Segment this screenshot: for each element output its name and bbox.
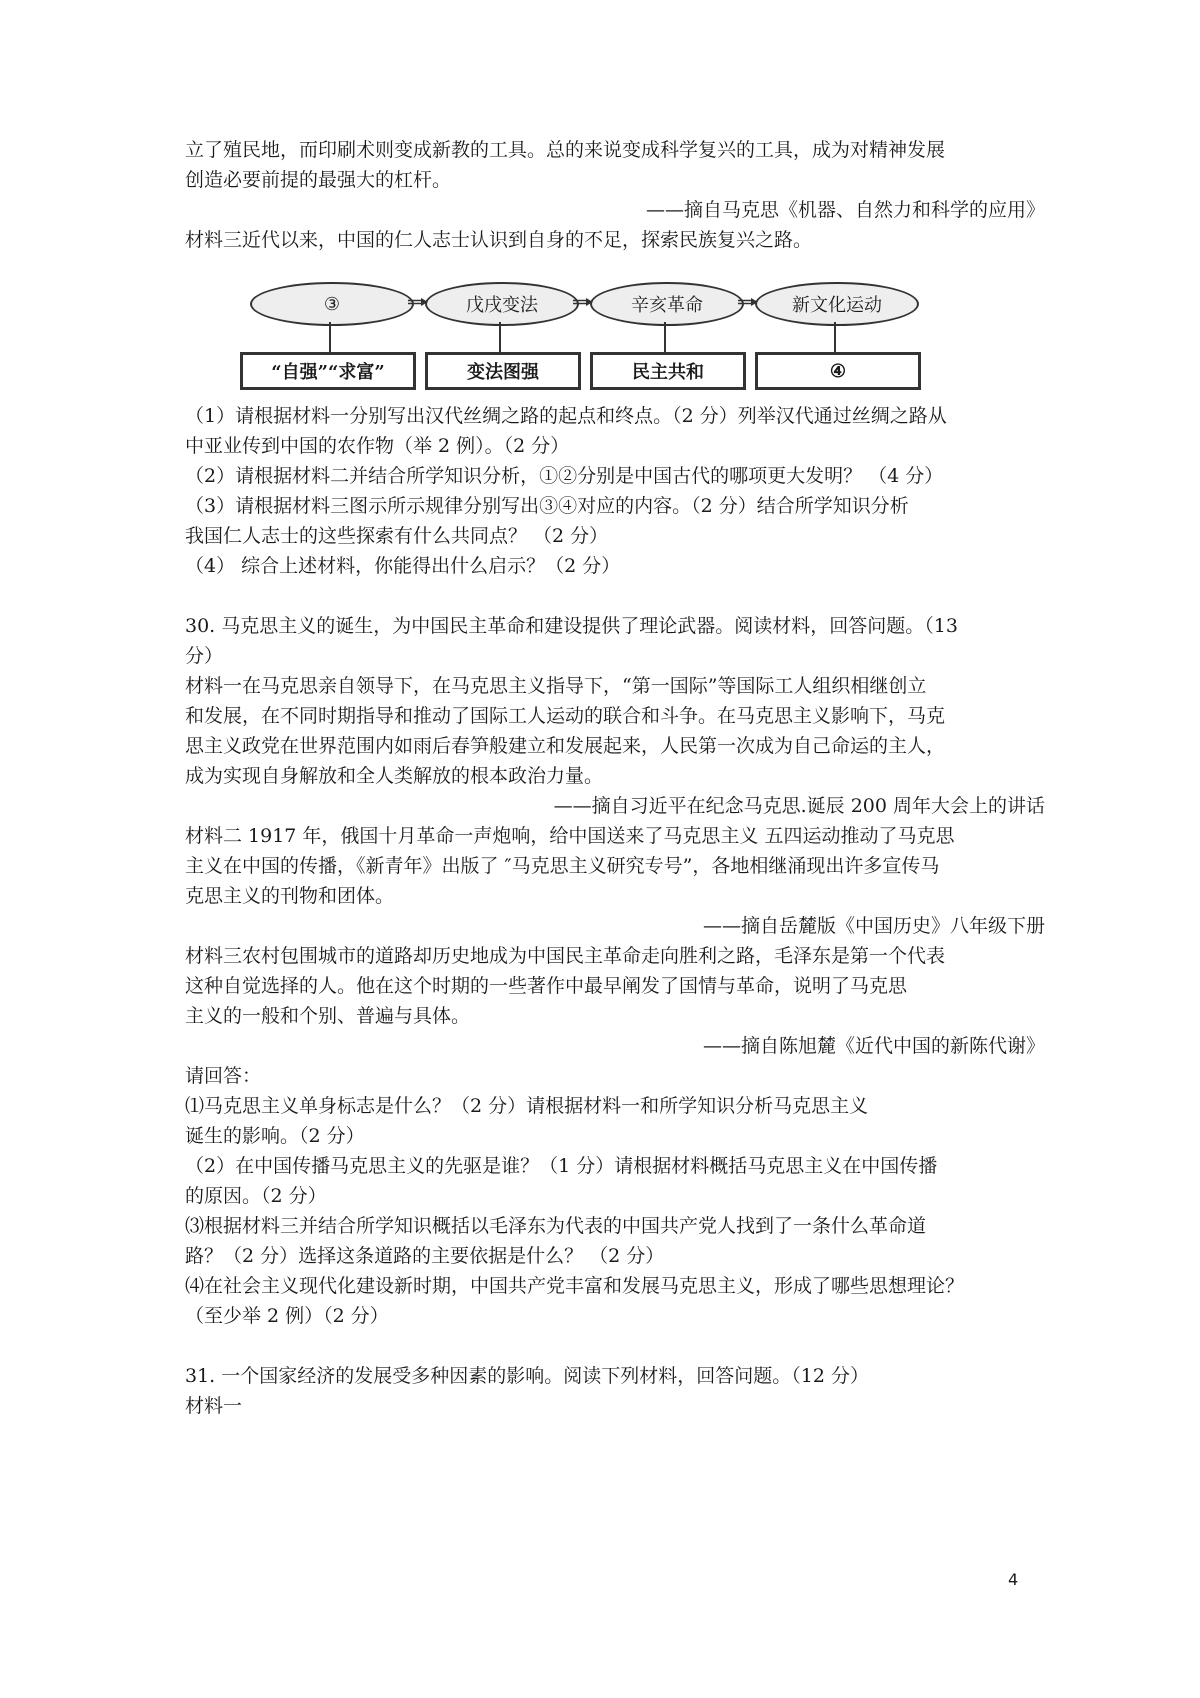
question-line: 中亚业传到中国的农作物（举 2 例）。（2 分）: [185, 435, 570, 457]
question-line: （4） 综合上述材料，你能得出什么启示？（2 分）: [185, 555, 621, 577]
text-line: 材料三农村包围城市的道路却历史地成为中国民主革命走向胜利之路，毛泽东是第一个代表: [185, 945, 946, 967]
question-line: 请回答：: [185, 1065, 262, 1087]
text-line: 克思主义的刊物和团体。: [185, 885, 395, 907]
text-line: 材料三近代以来，中国的仁人志士认识到自身的不足，探索民族复兴之路。: [185, 229, 813, 251]
page-number: 4: [1008, 1570, 1019, 1589]
question-line: （1）请根据材料一分别写出汉代丝绸之路的起点和终点。（2 分）列举汉代通过丝绸之路从: [185, 405, 947, 427]
question-heading: 31. 一个国家经济的发展受多种因素的影响。阅读下列材料，回答问题。（12 分）: [185, 1365, 869, 1387]
question-line: 我国仁人志士的这些探索有什么共同点？ （2 分）: [185, 525, 609, 547]
diagram-node-top: 新文化运动: [755, 282, 919, 326]
question-line: ⑶根据材料三并结合所学知识概括以毛泽东为代表的中国共产党人找到了一条什么革命道: [185, 1215, 927, 1237]
question-line: （至少举 2 例）（2 分）: [185, 1305, 389, 1327]
text-line: 思主义政党在世界范围内如雨后春笋般建立和发展起来，人民第一次成为自己命运的主人，: [185, 735, 946, 757]
connector-line: [499, 322, 501, 352]
source-citation: ——摘自岳麓版《中国历史》八年级下册: [702, 915, 1045, 937]
diagram-node-top: ③: [250, 282, 414, 326]
text-line: 主义在中国的传播，《新青年》出版了 ″马克思主义研究专号”，各地相继涌现出许多宣传马: [185, 855, 940, 877]
text-line: 材料二 1917 年，俄国十月革命一声炮响，给中国送来了马克思主义 五四运动推动了马克思: [185, 825, 955, 847]
diagram-node-bottom: 变法图强: [425, 352, 581, 390]
text-line: 创造必要前提的最强大的杠杆。: [185, 169, 452, 191]
arrow-right-icon: [738, 298, 758, 306]
question-line: 诞生的影响。（2 分）: [185, 1125, 365, 1147]
arrow-right-icon: [573, 298, 593, 306]
question-line: ⑴马克思主义单身标志是什么？（2 分）请根据材料一和所学知识分析马克思主义: [185, 1095, 869, 1117]
text-line: 材料一在马克思亲自领导下，在马克思主义指导下，“第一国际”等国际工人组织相继创立: [185, 675, 927, 697]
diagram-node-bottom: 民主共和: [590, 352, 746, 390]
text-line: 和发展，在不同时期指导和推动了国际工人运动的联合和斗争。在马克思主义影响下，马克: [185, 705, 946, 727]
arrow-right-icon: [408, 298, 428, 306]
source-citation: ——摘自习近平在纪念马克思.诞辰 200 周年大会上的讲话: [553, 795, 1045, 817]
text-line: 这种自觉选择的人。他在这个时期的一些著作中最早阐发了国情与革命，说明了马克思: [185, 975, 908, 997]
diagram-node-bottom: ④: [755, 352, 921, 390]
diagram-node-top: 戊戌变法: [425, 282, 579, 326]
source-citation: ——摘自马克思《机器、自然力和科学的应用》: [645, 199, 1045, 221]
history-flow-diagram: [250, 282, 970, 390]
connector-line: [664, 322, 666, 352]
question-line: 的原因。（2 分）: [185, 1185, 327, 1207]
question-heading: 30. 马克思主义的诞生，为中国民主革命和建设提供了理论武器。阅读材料，回答问题。（13: [185, 615, 958, 637]
connector-line: [329, 322, 331, 352]
question-line: （2）请根据材料二并结合所学知识分析，①②分别是中国古代的哪项更大发明？ （4 分）: [185, 465, 944, 487]
text-line: 立了殖民地，而印刷术则变成新教的工具。总的来说变成科学复兴的工具，成为对精神发展: [185, 139, 946, 161]
question-line: （3）请根据材料三图示所示规律分别写出③④对应的内容。（2 分）结合所学知识分析: [185, 495, 909, 517]
question-line: 路？（2 分）选择这条道路的主要依据是什么？ （2 分）: [185, 1245, 665, 1267]
text-line: 成为实现自身解放和全人类解放的根本政治力量。: [185, 765, 604, 787]
diagram-node-bottom: “自强”“求富”: [240, 352, 416, 390]
source-citation: ——摘自陈旭麓《近代中国的新陈代谢》: [702, 1035, 1045, 1057]
diagram-node-top: 辛亥革命: [590, 282, 744, 326]
text-line: 材料一: [185, 1395, 243, 1417]
question-line: （2）在中国传播马克思主义的先驱是谁？（1 分）请根据材料概括马克思主义在中国传播: [185, 1155, 938, 1177]
text-line: 主义的一般和个别、普遍与具体。: [185, 1005, 471, 1027]
question-heading: 分）: [185, 645, 224, 667]
question-line: ⑷在社会主义现代化建设新时期，中国共产党丰富和发展马克思主义，形成了哪些思想理论？: [185, 1275, 965, 1297]
connector-line: [834, 322, 836, 352]
